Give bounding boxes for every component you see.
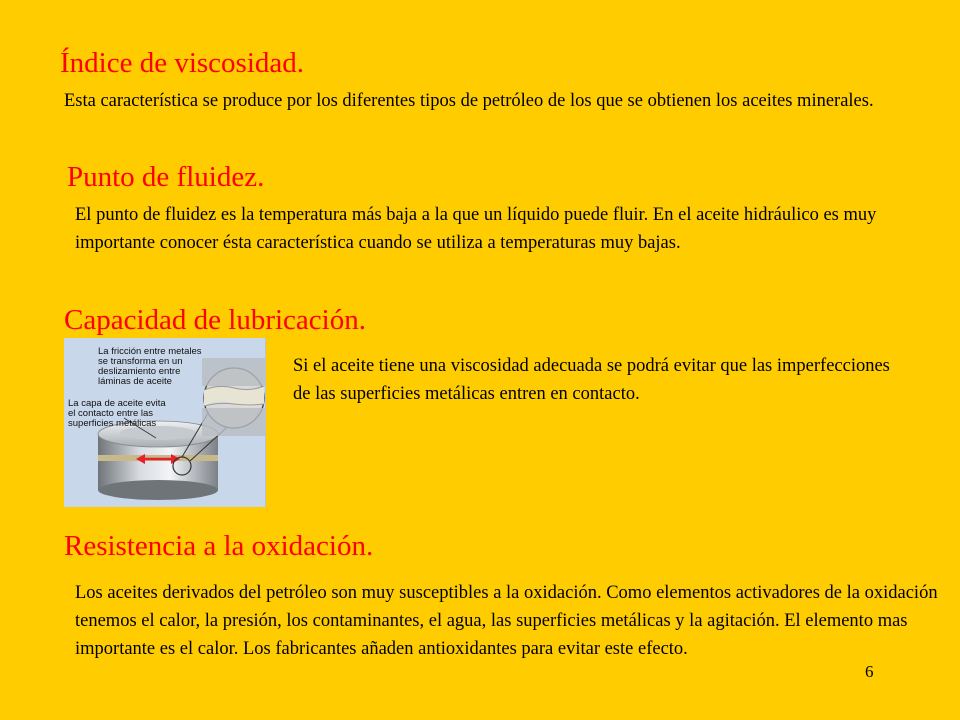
heading-resistencia-oxidacion: Resistencia a la oxidación. — [64, 530, 374, 562]
paragraph-indice-viscosidad: Esta característica se produce por los diferentes tipos de petróleo de los que se obtienen los aceites minerales. — [64, 91, 874, 111]
lubrication-illustration — [64, 338, 266, 507]
figure-label-oil-layer: La capa de aceite evita el contacto entre las superficies metálicas — [68, 398, 166, 429]
page-number: 6 — [865, 662, 874, 681]
paragraph-punto-fluidez: El punto de fluidez es la temperatura más baja a la que un líquido puede fluir. En el aceite hidráulico es muy importante conocer ésta característica cuando se utiliza a temperaturas muy bajas. — [75, 205, 877, 253]
paragraph-capacidad-lubricacion: Si el aceite tiene una viscosidad adecuada se podrá evitar que las imperfecciones de las superficies metálicas entren en contacto. — [293, 356, 890, 404]
paragraph-resistencia-oxidacion: Los aceites derivados del petróleo son muy susceptibles a la oxidación. Como elementos activadores de la oxidación tenemos el calor, la presión, los contaminantes, el agua, las superficies metálicas y la agitación. El elemento mas importante es el calor. Los fabricantes añaden antioxidantes para evitar este efecto. — [75, 583, 938, 659]
heading-capacidad-lubricacion: Capacidad de lubricación. — [64, 304, 366, 336]
heading-indice-viscosidad: Índice de viscosidad. — [60, 47, 305, 79]
heading-punto-fluidez: Punto de fluidez. — [67, 161, 265, 193]
figure-label-friction: La fricción entre metales se transforma en un deslizamiento entre láminas de aceite — [98, 346, 202, 387]
